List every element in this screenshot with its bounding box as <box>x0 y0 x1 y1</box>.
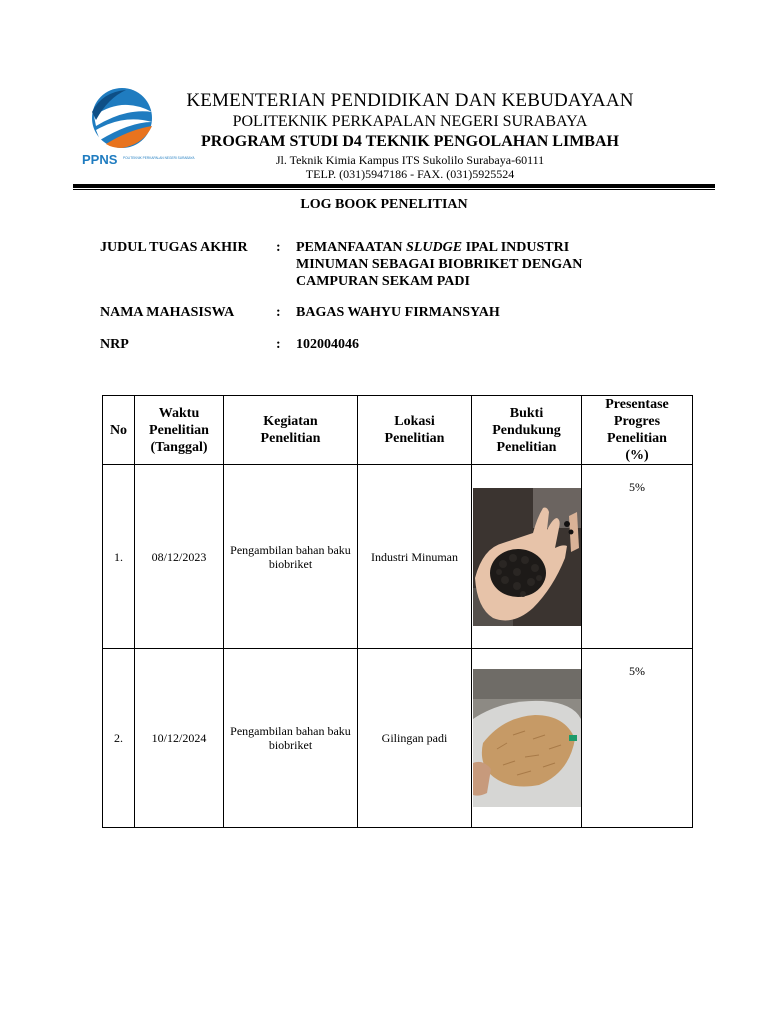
cell-bukti <box>472 465 582 649</box>
evidence-photo-rice-husk <box>473 669 581 807</box>
col-header-no: No <box>103 396 135 465</box>
institution-name: POLITEKNIK PERKAPALAN NEGERI SURABAYA <box>232 113 588 130</box>
col-header-kegiatan: Kegiatan Penelitian <box>224 396 358 465</box>
field-colon: : <box>276 337 281 352</box>
field-label: JUDUL TUGAS AKHIR <box>100 240 248 255</box>
col-header-lokasi: Lokasi Penelitian <box>358 396 472 465</box>
cell-no: 2. <box>103 649 135 828</box>
svg-text:PPNS: PPNS <box>82 152 118 167</box>
cell-lokasi: Industri Minuman <box>358 465 472 649</box>
field-label: NRP <box>100 337 129 352</box>
address: Jl. Teknik Kimia Kampus ITS Sukolilo Surabaya-60111 <box>275 153 545 167</box>
ppns-logo <box>82 86 195 170</box>
table-header-row <box>103 396 693 465</box>
field-value: BAGAS WAHYU FIRMANSYAH <box>296 305 500 320</box>
letterhead <box>160 90 660 181</box>
field-value: PEMANFAATAN SLUDGE IPAL INDUSTRI MINUMAN SEBAGAI BIOBRIKET DENGAN CAMPURAN SEKAM PADI <box>296 240 583 289</box>
cell-bukti <box>472 649 582 828</box>
cell-tanggal: 10/12/2024 <box>135 649 224 828</box>
field-colon: : <box>276 240 281 255</box>
table-row <box>103 649 693 828</box>
cell-tanggal: 08/12/2023 <box>135 465 224 649</box>
cell-kegiatan: Pengambilan bahan baku biobriket <box>224 649 358 828</box>
col-header-bukti: Bukti Pendukung Penelitian <box>472 396 582 465</box>
header-divider <box>73 184 715 188</box>
document-title: LOG BOOK PENELITIAN <box>300 197 468 212</box>
cell-progres: 5% <box>582 465 693 649</box>
field-colon: : <box>276 305 281 320</box>
ministry-name: KEMENTERIAN PENDIDIKAN DAN KEBUDAYAAN <box>186 90 634 111</box>
col-header-progres: Presentase Progres Penelitian (%) <box>582 396 693 465</box>
col-header-waktu: Waktu Penelitian (Tanggal) <box>135 396 224 465</box>
cell-kegiatan: Pengambilan bahan baku biobriket <box>224 465 358 649</box>
table-row <box>103 465 693 649</box>
evidence-photo-sludge <box>473 488 581 626</box>
field-value: 102004046 <box>296 337 359 352</box>
log-table <box>102 395 693 828</box>
cell-progres: 5% <box>582 649 693 828</box>
cell-no: 1. <box>103 465 135 649</box>
program-name: PROGRAM STUDI D4 TEKNIK PENGOLAHAN LIMBAH <box>201 133 619 150</box>
field-label: NAMA MAHASISWA <box>100 305 235 320</box>
svg-text:POLITEKNIK PERKAPALAN NEGERI S: POLITEKNIK PERKAPALAN NEGERI SURABAYA <box>123 156 195 160</box>
cell-lokasi: Gilingan padi <box>358 649 472 828</box>
header-divider-thin <box>73 189 715 190</box>
phone-fax: TELP. (031)5947186 - FAX. (031)5925524 <box>305 167 515 181</box>
